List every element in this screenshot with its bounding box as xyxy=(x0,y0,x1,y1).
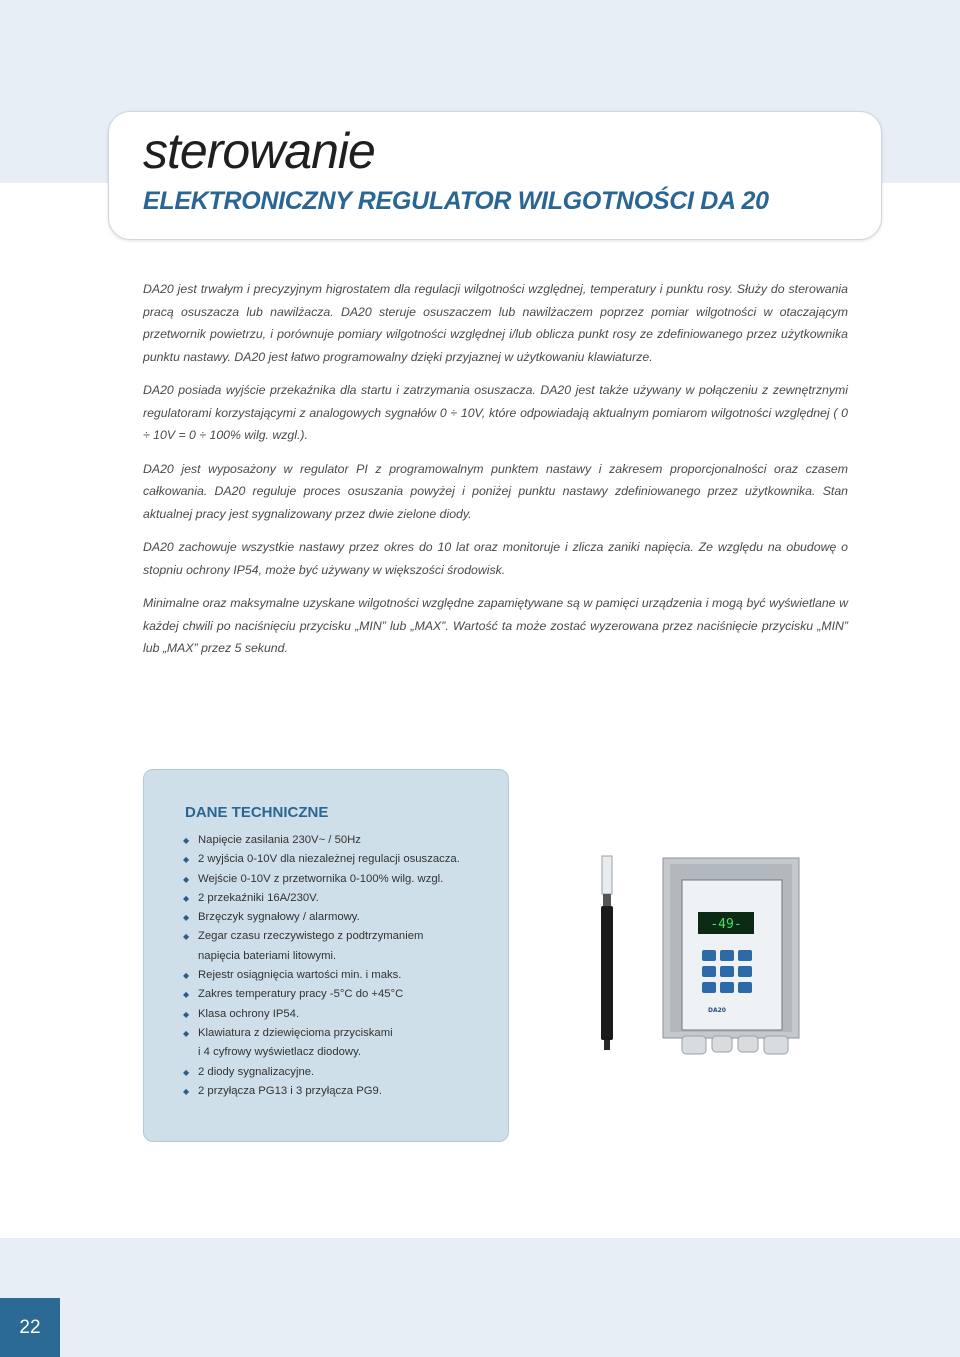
diamond-bullet-icon: ◆ xyxy=(183,893,190,903)
diamond-bullet-icon: ◆ xyxy=(183,932,190,942)
diamond-bullet-icon: ◆ xyxy=(183,990,190,1000)
diamond-bullet-icon: ◆ xyxy=(183,913,190,923)
body-text xyxy=(143,278,848,671)
bottom-background-band xyxy=(0,1238,960,1357)
paragraph-5: Minimalne oraz maksymalne uzyskane wilgotności względne zapamiętywane są w pamięci urządzenia i mogą być wyświetlane w każdej chwili po naciśnięciu przycisku „MIN” lub „MAX”. Wartość ta może zostać wyzerowana przez naciśnięcie przycisku „MIN” lub „MAX” przez 5 sekund. xyxy=(143,596,848,655)
device-brand-label: DA20 xyxy=(708,1007,726,1014)
diamond-bullet-icon: ◆ xyxy=(183,1086,190,1096)
tech-specs-title: DANE TECHNICZNE xyxy=(185,804,329,821)
page-number: 22 xyxy=(19,1317,41,1338)
page-subtitle: ELEKTRONICZNY REGULATOR WILGOTNOŚCI DA 20 xyxy=(143,187,769,215)
list-item: ◆ 2 wyjścia 0-10V dla niezależnej regulacji osuszacza. xyxy=(183,850,483,869)
diamond-bullet-icon: ◆ xyxy=(183,971,190,981)
list-item: ◆ Wejście 0-10V z przetwornika 0-100% wilg. wzgl. xyxy=(183,870,483,889)
diamond-bullet-icon: ◆ xyxy=(183,1028,190,1038)
list-item: ◆ Napięcie zasilania 230V~ / 50Hz xyxy=(183,831,483,850)
paragraph-4: DA20 zachowuje wszystkie nastawy przez okres do 10 lat oraz monitoruje i zlicza zaniki napięcia. Ze względu na obudowę o stopniu ochrony IP54, może być używany w większości środowisk. xyxy=(143,540,848,577)
list-item: ◆ Klawiatura z dziewięcioma przyciskami i 4 cyfrowy wyświetlacz diodowy. xyxy=(183,1024,483,1063)
list-item: ◆ 2 przyłącza PG13 i 3 przyłącza PG9. xyxy=(183,1082,483,1101)
diamond-bullet-icon: ◆ xyxy=(183,855,190,865)
paragraph-2: DA20 posiada wyjście przekaźnika dla startu i zatrzymania osuszacza. DA20 jest także używany w połączeniu z zewnętrznymi regulatorami korzystającymi z analogowych sygnałów 0 ÷ 10V, które odpowiadają aktualnym pomiarom wilgotności względnej ( 0 ÷ 10V = 0 ÷ 100% wilg. wzgl.). xyxy=(143,383,848,442)
list-item: ◆ Zakres temperatury pracy -5°C do +45°C xyxy=(183,985,483,1004)
product-images xyxy=(590,850,820,1060)
da20-controller-device xyxy=(663,858,799,1054)
diamond-bullet-icon: ◆ xyxy=(183,1067,190,1077)
list-item: ◆ 2 diody sygnalizacyjne. xyxy=(183,1063,483,1082)
paragraph-3: DA20 jest wyposażony w regulator PI z programowalnym punktem nastawy i zakresem proporcjonalności oraz czasem całkowania. DA20 reguluje proces osuszania powyżej i poniżej punktu nastawy zdefiniowanego przez użytkownika. Stan aktualnej pracy jest sygnalizowany przez dwie zielone diody. xyxy=(143,461,848,521)
list-item: ◆ Brzęczyk sygnałowy / alarmowy. xyxy=(183,908,483,927)
diamond-bullet-icon: ◆ xyxy=(183,1009,190,1019)
diamond-bullet-icon: ◆ xyxy=(183,874,190,884)
humidity-sensor-probe xyxy=(601,856,613,1050)
device-display-value: -49- xyxy=(710,917,742,932)
diamond-bullet-icon: ◆ xyxy=(183,836,190,845)
paragraph-1: DA20 jest trwałym i precyzyjnym higrostatem dla regulacji wilgotności względnej, temperatury i punktu rosy. Służy do sterowania pracą osuszacza lub nawilżacza. DA20 steruje osuszaczem lub nawilżaczem poprzez pomiar wilgotności w otaczającym przetwornik powietrzu, i porównuje pomiary wilgotności względnej i/lub oblicza punkt rosy ze zdefiniowanego przez użytkownika punktu nastawy. DA20 jest łatwo programowalny dzięki przyjaznej w użytkowaniu klawiaturze. xyxy=(143,282,848,364)
tech-specs-list xyxy=(183,831,483,1101)
list-item: ◆ Klasa ochrony IP54. xyxy=(183,1005,483,1024)
list-item: ◆ 2 przekaźniki 16A/230V. xyxy=(183,889,483,908)
list-item: ◆ Zegar czasu rzeczywistego z podtrzymaniem napięcia bateriami litowymi. xyxy=(183,927,483,966)
product-illustration xyxy=(590,850,820,1060)
page-title: sterowanie xyxy=(143,123,375,179)
list-item: ◆ Rejestr osiągnięcia wartości min. i maks. xyxy=(183,966,483,985)
